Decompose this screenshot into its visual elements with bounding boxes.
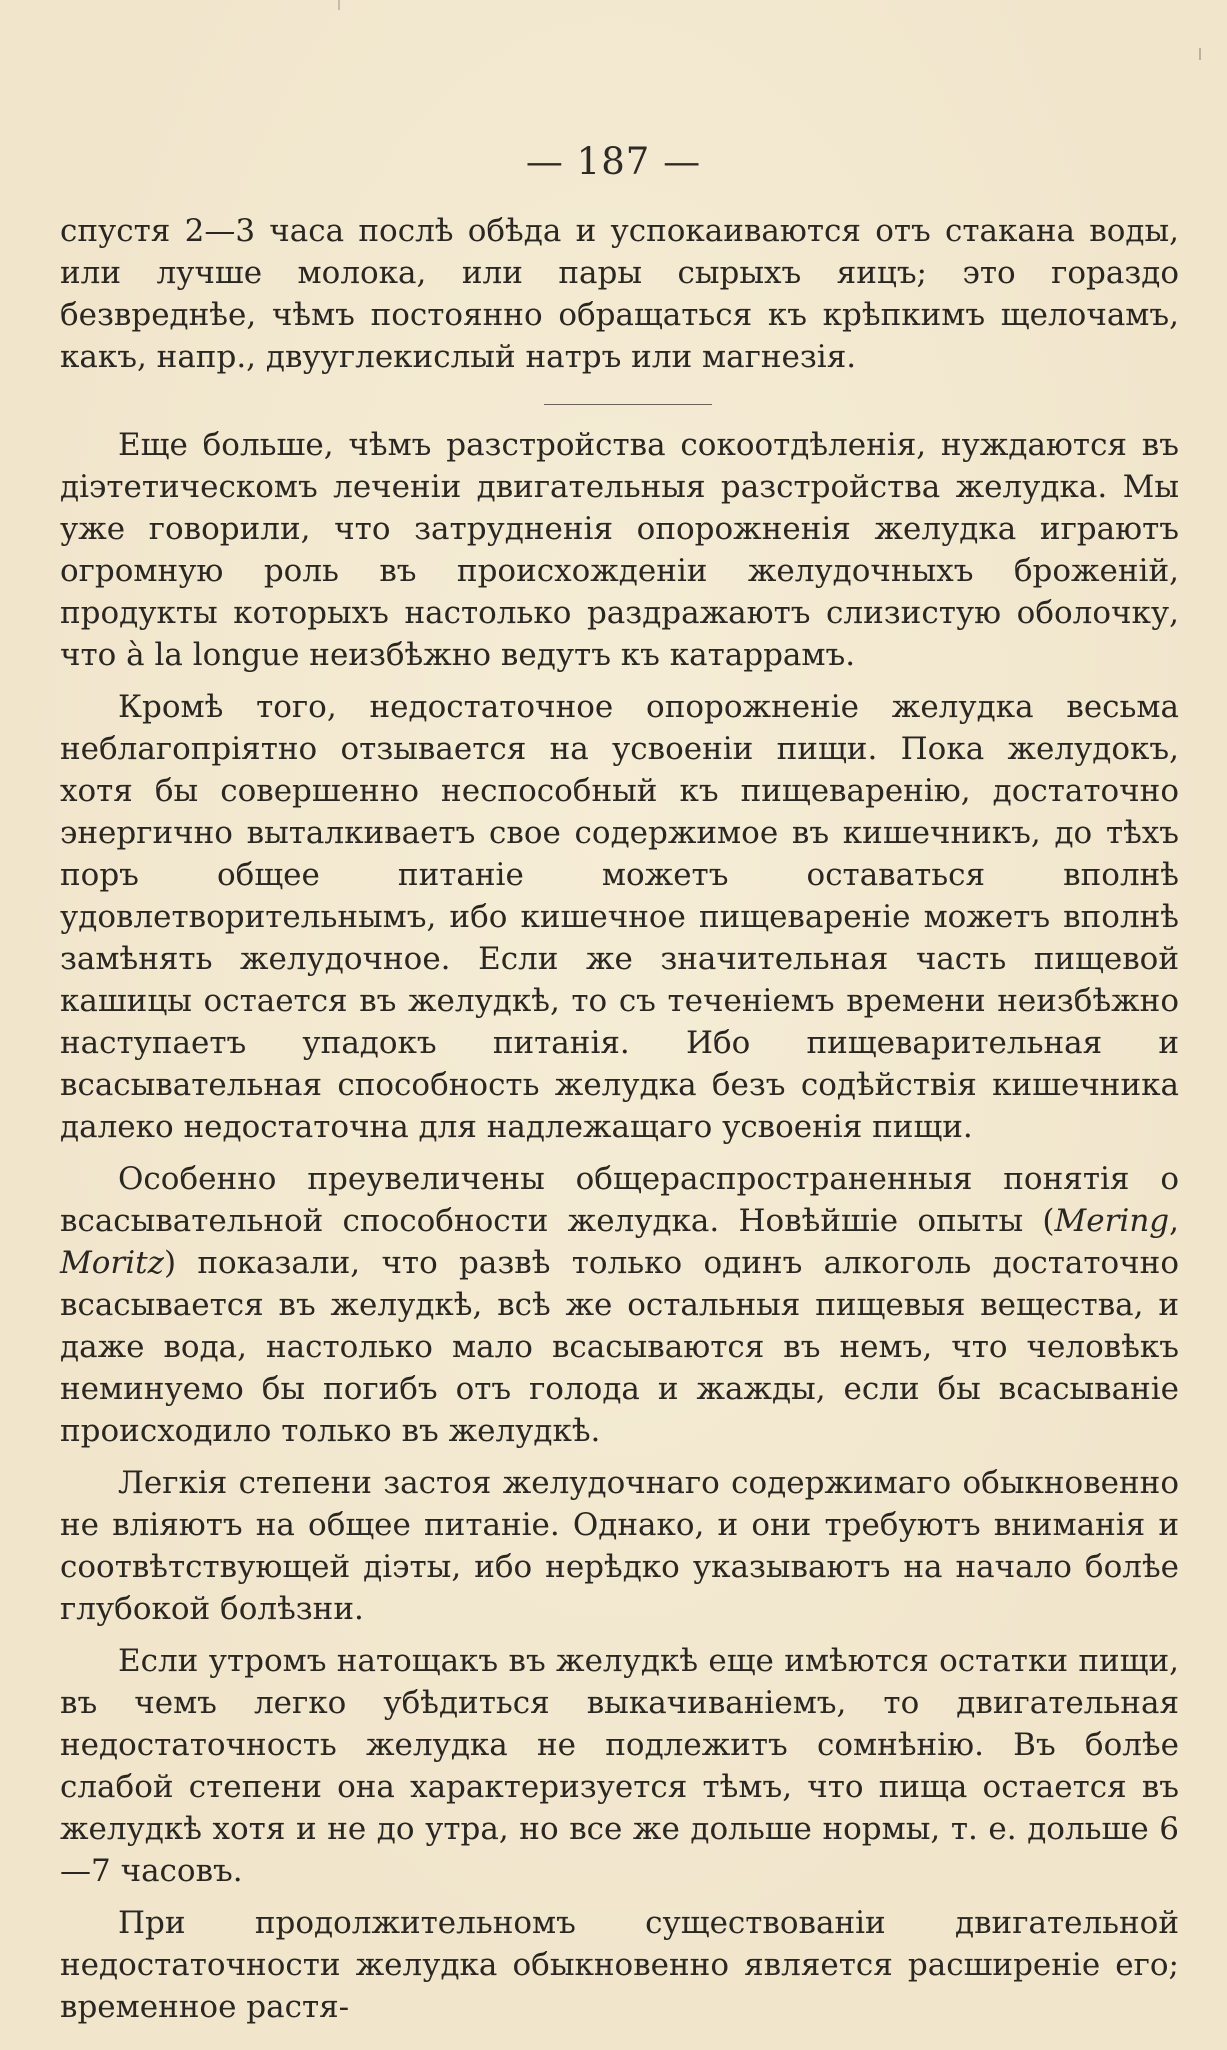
separator: ,	[1169, 1203, 1179, 1239]
section-divider	[544, 404, 712, 405]
paragraph	[60, 1158, 1179, 1452]
paragraph: Еще больше, чѣмъ разстройства сокоотдѣленія, нуждаются въ діэтетическомъ леченіи двигательныя разстройства желудка. Мы уже говорили, что затрудненія опорожненія желудка играютъ огромную роль въ происхожденіи желудочныхъ броженій, продукты которыхъ настолько раздражаютъ слизистую оболочку, что à la longue неизбѣжно ведутъ къ катаррамъ.	[60, 427, 1179, 673]
continued-paragraph	[60, 210, 1179, 378]
paragraph: Легкія степени застоя желудочнаго содержимаго обыкновенно не вліяютъ на общее питаніе. Однако, и они требуютъ вниманія и соотвѣтствующей діэты, ибо нерѣдко указываютъ на начало болѣе глубокой болѣзни.	[60, 1465, 1179, 1627]
author-name: Moritz	[60, 1245, 164, 1281]
paragraph: Кромѣ того, недостаточное опорожненіе желудка весьма неблагопріятно отзывается на усвоеніи пищи. Пока желудокъ, хотя бы совершенно неспособный къ пищеваренію, достаточно энергично выталкиваетъ свое содержимое въ кишечникъ, до тѣхъ поръ общее питаніе можетъ оставаться вполнѣ удовлетворительнымъ, ибо кишечное пищевареніе можетъ вполнѣ замѣнять желудочное. Если же значительная часть пищевой кашицы остается въ желудкѣ, то съ теченіемъ времени неизбѣжно наступаетъ упадокъ питанія. Ибо пищеварительная и всасывательная способность желудка безъ содѣйствія кишечника далеко недостаточна для надлежащаго усвоенія пищи.	[60, 689, 1179, 1145]
page-number: — 187 —	[525, 140, 702, 183]
paragraph-text: Особенно преувеличены общераспространенныя понятія о всасывательной способности желудка. Новѣйшіе опыты (	[60, 1161, 1179, 1239]
paragraph-text: ) показали, что развѣ только одинъ алкоголь достаточно всасывается въ желудкѣ, всѣ же остальныя пищевыя вещества, и даже вода, настолько мало всасываются въ немъ, что человѣкъ неминуемо бы погибъ отъ голода и жажды, если бы всасываніе происходило только въ желудкѣ.	[60, 1245, 1179, 1449]
paragraph: Если утромъ натощакъ въ желудкѣ еще имѣются остатки пищи, въ чемъ легко убѣдиться выкачиваніемъ, то двигательная недостаточность желудка не подлежитъ сомнѣнію. Въ болѣе слабой степени она характеризуется тѣмъ, что пища остается въ желудкѣ хотя и не до утра, но все же дольше нормы, т. е. дольше 6—7 часовъ.	[60, 1643, 1179, 1889]
scan-mark	[1199, 48, 1201, 60]
paragraph: При продолжительномъ существованіи двигательной недостаточности желудка обыкновенно является расширеніе его; временное растя-	[60, 1905, 1179, 2025]
author-name: Mering	[1054, 1203, 1170, 1239]
paragraph: спустя 2—3 часа послѣ обѣда и успокаиваются отъ стакана воды, или лучше молока, или пары сырыхъ яицъ; это гораздо безвреднѣе, чѣмъ постоянно обращаться къ крѣпкимъ щелочамъ, какъ, напр., двууглекислый натръ или магнезія.	[60, 213, 1179, 375]
scan-mark	[338, 0, 340, 10]
section-body	[60, 424, 1179, 2038]
